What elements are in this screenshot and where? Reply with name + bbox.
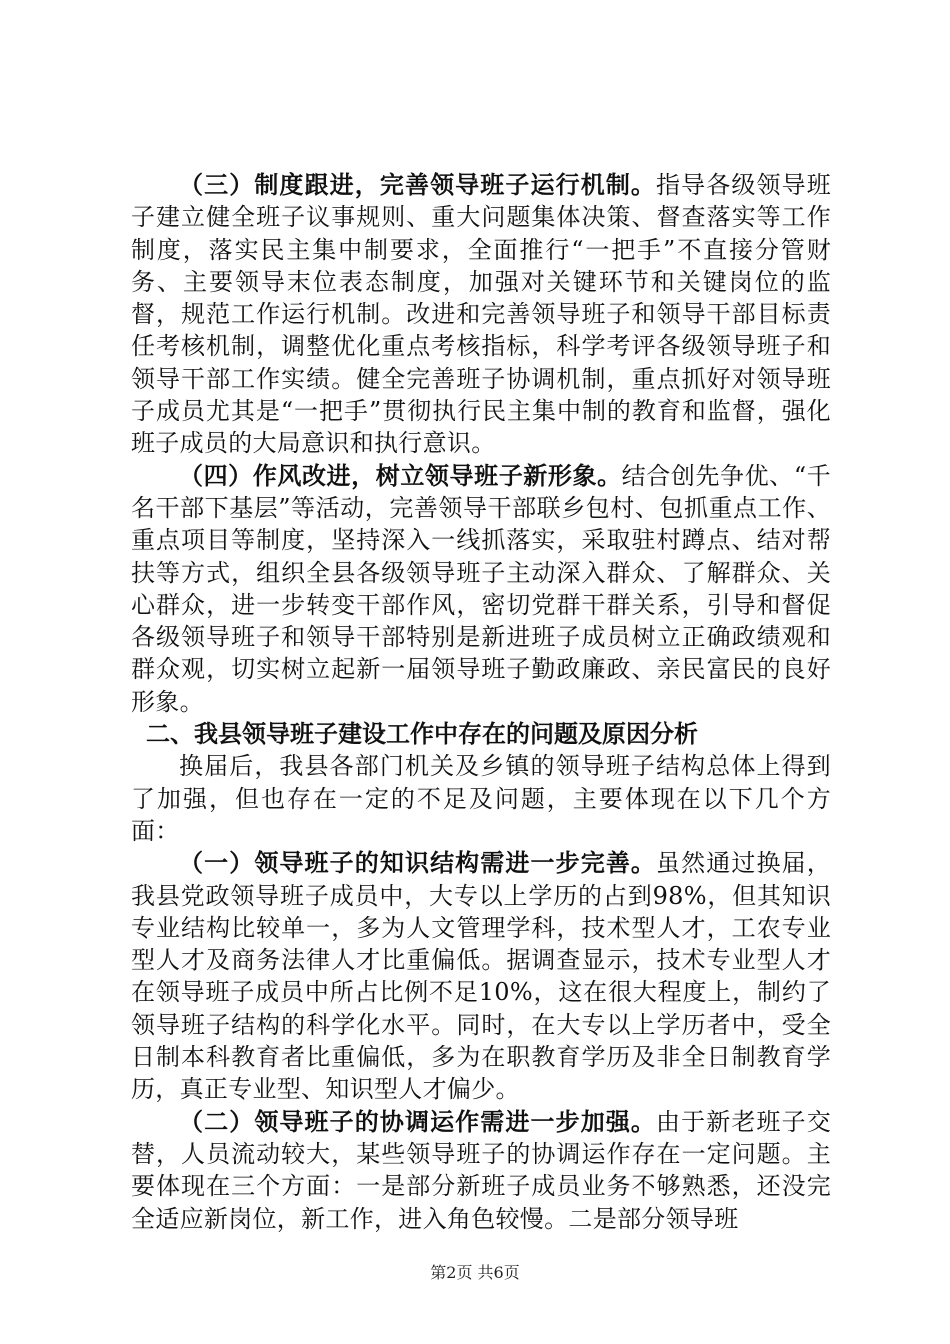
paragraph-style-improvement (131, 460, 831, 718)
paragraph-system-follow-up (131, 169, 831, 460)
paragraph-lead: （三）制度跟进，完善领导班子运行机制。 (179, 171, 657, 199)
paragraph-knowledge-structure (131, 847, 831, 1105)
paragraph-body: 结合创先争优、“千名干部下基层”等活动，完善领导干部联乡包村、包抓重点工作、重点项目等制度，坚持深入一线抓落实，采取驻村蹲点、结对帮扶等方式，组织全县各级领导班子主动深入群众、了解群众、关心群众，进一步转变干部作风，密切党群干群关系，引导和督促各级领导班子和领导干部特别是新进班子成员树立正确政绩观和群众观，切实树立起新一届领导班子勤政廉政、亲民富民的良好形象。 (131, 461, 831, 716)
paragraph-lead: （二）领导班子的协调运作需进一步加强。 (179, 1107, 657, 1136)
paragraph-body: 虽然通过换届，我县党政领导班子成员中，大专以上学历的占到98%，但其知识专业结构比较单一，多为人文管理学科，技术型人才，工农专业型人才及商务法律人才比重偏低。据调查显示，技术专业型人才在领导班子成员中所占比例不足10%，这在很大程度上，制约了领导班子结构的科学化水平。同时，在大专以上学历者中，受全日制本科教育者比重偏低，多为在职教育学历及非全日制教育学历，真正专业型、知识型人才偏少。 (131, 849, 831, 1104)
paragraph-body: 由于新老班子交替，人员流动较大，某些领导班子的协调运作存在一定问题。主要体现在三个方面：一是部分新班子成员业务不够熟悉，还没完全适应新岗位，新工作，进入角色较慢。二是部分领导班 (131, 1107, 831, 1233)
paragraph-coordination (131, 1106, 831, 1235)
section-intro: 换届后，我县各部门机关及乡镇的领导班子结构总体上得到了加强，但也存在一定的不足及问题，主要体现在以下几个方面： (131, 752, 831, 845)
paragraph-lead: （四）作风改进，树立领导班子新形象。 (179, 461, 622, 490)
paragraph-body: 指导各级领导班子建立健全班子议事规则、重大问题集体决策、督查落实等工作制度，落实民主集中制要求，全面推行“一把手”不直接分管财务、主要领导末位表态制度，加强对关键环节和关键岗位的监督，规范工作运行机制。改进和完善领导班子和领导干部目标责任考核机制，调整优化重点考核指标，科学考评各级领导班子和领导干部工作实绩。健全完善班子协调机制，重点抓好对领导班子成员尤其是“一把手”贯彻执行民主集中制的教育和监督，强化班子成员的大局意识和执行意识。 (131, 171, 831, 458)
paragraph-lead: （一）领导班子的知识结构需进一步完善。 (179, 849, 657, 878)
page-number-footer: 第2页 共6页 (430, 1263, 520, 1282)
document-body (131, 169, 831, 1235)
section-title: 二、我县领导班子建设工作中存在的问题及原因分析 (146, 720, 698, 749)
